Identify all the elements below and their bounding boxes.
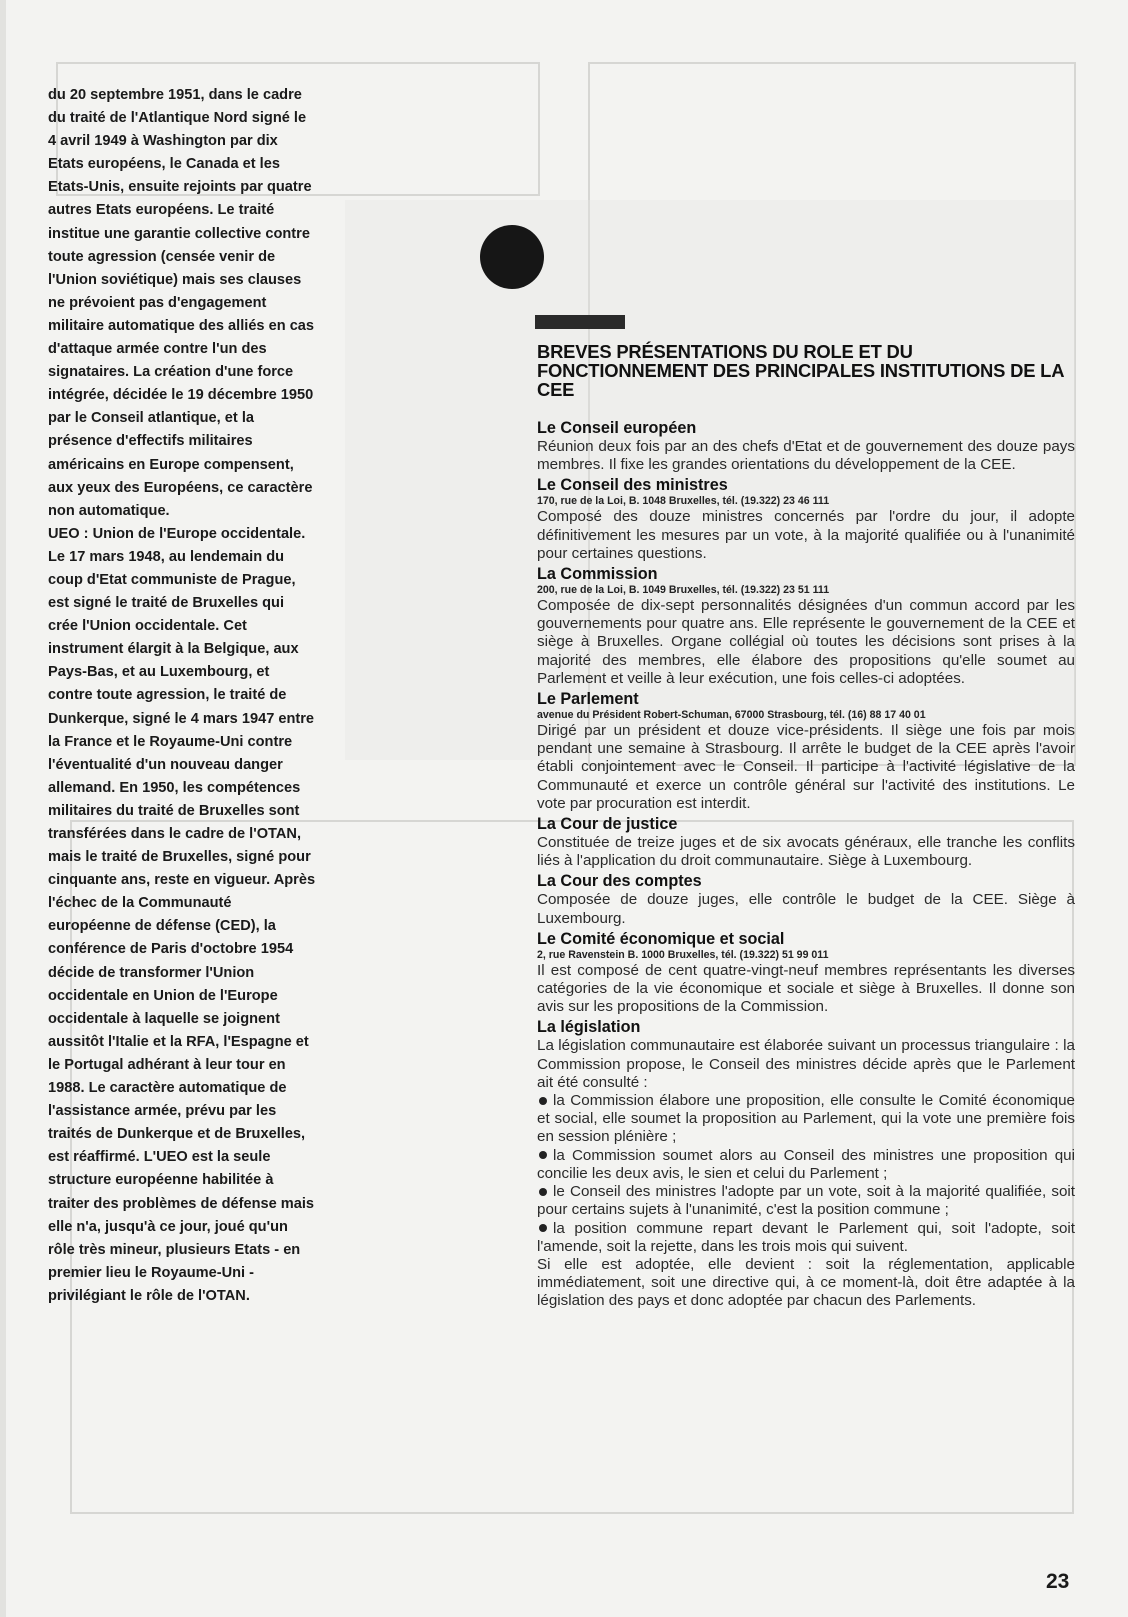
legislation-heading: La législation (537, 1018, 641, 1037)
legislation-step: la Commission soumet alors au Conseil des ministres une proposition qui concilie les deux avis, le sien et celui du Parlement ; (537, 1146, 1075, 1182)
institution-name: La Cour de justice (537, 815, 678, 834)
institution-description: Il est composé de cent quatre-vingt-neuf membres représentants les diverses catégories de la vie économique et sociale et siège à Bruxelles. Il donne son avis sur les propositions de la Commission. (537, 961, 1075, 1016)
institution-address: 170, rue de la Loi, B. 1048 Bruxelles, tél. (19.322) 23 46 111 (537, 495, 830, 508)
institution-name: Le Parlement (537, 690, 639, 709)
ueo-text: Union de l'Europe occidentale. Le 17 mars 1948, au lendemain du coup d'Etat communiste de Prague, est signé le traité de Bruxelles qui crée l'Union occidentale. Cet instrument élargit à la Belgique, aux Pays-Bas, et au Luxembourg, et contre toute agression, le traité de Dunkerque, signé le 4 mars 1947 entre la France et le Royaume-Uni contre l'éventualité d'un nouveau danger allemand. En 1950, les compétences militaires du traité de Bruxelles sont transférées dans le cadre de l'OTAN, mais le traité de Bruxelles, signé pour cinquante ans, reste en vigueur. Après l'échec de la Communauté européenne de défense (CED), la conférence de Paris d'octobre 1954 décide de transformer l'Union occidentale en Union de l'Europe occidentale à laquelle se joignent aussitôt l'Italie et la RFA, l'Espagne et le Portugal adhérant à leur tour en 1988. Le caractère automatique de l'assistance armée, prévu par les traités de Dunkerque et de Bruxelles, est réaffirmé. L'UEO est la seule structure européenne habilitée à traiter des problèmes de défense mais elle n'a, jusqu'à ce jour, joué qu'un rôle très mineur, plusieurs Etats - en premier lieu le Royaume-Uni - privilégiant le rôle de l'OTAN. (48, 525, 316, 1304)
institution-address: avenue du Président Robert-Schuman, 67000 Strasbourg, tél. (16) 88 17 40 01 (537, 709, 926, 722)
institution-description: Constituée de treize juges et de six avocats généraux, elle tranche les conflits liés à l'application du droit communautaire. Siège à Luxembourg. (537, 834, 1075, 870)
decorative-dot (480, 225, 544, 289)
ueo-paragraph (48, 523, 316, 1308)
institution-name: La Cour des comptes (537, 872, 702, 891)
bullet-icon (539, 1188, 547, 1196)
left-column-text (48, 84, 316, 1308)
section-title: BREVES PRÉSENTATIONS DU ROLE ET DU FONCTIONNEMENT DES PRINCIPALES INSTITUTIONS DE LA CEE (537, 341, 1064, 400)
bullet-icon (539, 1151, 547, 1159)
institution-cour-justice (537, 815, 1075, 870)
institution-name: Le Conseil des ministres (537, 476, 728, 495)
institutions-section (537, 342, 1075, 1311)
legislation-conclusion: Si elle est adoptée, elle devient : soit la réglementation, applicable immédiatement, soit une directive qui, à ce moment-là, doit être adaptée à la législation des pays et donc adoptée par chacun des Parlements. (537, 1255, 1075, 1310)
legislation-intro: La législation communautaire est élaborée suivant un processus triangulaire : la Commission propose, le Conseil des ministres décide après que le Parlement ait été consulté : (537, 1037, 1075, 1091)
institution-description: Composée de douze juges, elle contrôle le budget de la CEE. Siège à Luxembourg. (537, 891, 1075, 927)
institution-comite-economique (537, 930, 1075, 1017)
legislation-steps (537, 1092, 1075, 1256)
legislation-block (537, 1018, 1075, 1310)
institution-conseil-ministres (537, 476, 1075, 563)
legislation-step: la position commune repart devant le Parlement qui, soit l'adopte, soit l'amende, soit la rejette, dans les trois mois qui suivent. (537, 1219, 1075, 1255)
institution-address: 2, rue Ravenstein B. 1000 Bruxelles, tél. (19.322) 51 99 011 (537, 948, 829, 961)
page-binding-shadow (0, 0, 6, 1617)
otan-paragraph: du 20 septembre 1951, dans le cadre du traité de l'Atlantique Nord signé le 4 avril 1949 à Washington par dix Etats européens, le Canada et les Etats-Unis, ensuite rejoints par quatre autres Etats européens. Le traité institue une garantie collective contre toute agression (censée venir de l'Union soviétique) mais ses clauses ne prévoient pas d'engagement militaire automatique des alliés en cas d'attaque armée contre l'un des signataires. La création d'une force intégrée, décidée le 19 décembre 1950 par le Conseil atlantique, et la présence d'effectifs militaires américains en Europe compensent, aux yeux des Européens, ce caractère non automatique. (48, 87, 315, 519)
institution-name: La Commission (537, 565, 658, 584)
bullet-icon (539, 1224, 547, 1232)
legislation-step: la Commission élabore une proposition, elle consulte le Comité économique et social, elle soumet la proposition au Parlement, qui la vote une première fois en session plénière ; (537, 1092, 1075, 1146)
institution-description: Composé des douze ministres concernés par l'ordre du jour, il adopte définitivement les mesures par un vote, à la majorité qualifiée ou à l'unanimité pour certaines questions. (537, 508, 1075, 562)
institution-description: Réunion deux fois par an des chefs d'Etat et de gouvernement des douze pays membres. Il fixe les grandes orientations du développement de la CEE. (537, 438, 1075, 474)
institution-parlement (537, 690, 1075, 813)
institution-description: Composée de dix-sept personnalités désignées d'un commun accord par les gouvernements pour quatre ans. Elle représente le gouvernement de la CEE et siège à Bruxelles. Organe collégial où toutes les décisions sont prises à la majorité des membres, elle élabore des propositions qu'elle soumet au Parlement et veille à leur exécution, une fois celles-ci adoptées. (537, 597, 1075, 687)
ueo-term: UEO : (48, 525, 89, 542)
decorative-bar (535, 315, 625, 329)
institution-name: Le Conseil européen (537, 419, 697, 437)
institution-address: 200, rue de la Loi, B. 1049 Bruxelles, tél. (19.322) 23 51 111 (537, 584, 830, 597)
institution-cour-comptes (537, 872, 1075, 927)
institution-commission (537, 565, 1075, 688)
page-number: 23 (1046, 1570, 1070, 1593)
legislation-step: le Conseil des ministres l'adopte par un vote, soit à la majorité qualifiée, soit pour certains sujets à l'unanimité, c'est la position commune ; (537, 1183, 1075, 1219)
institution-name: Le Comité économique et social (537, 929, 785, 948)
bullet-icon (539, 1097, 547, 1105)
institution-conseil-europeen (537, 419, 1075, 474)
institution-description: Dirigé par un président et douze vice-présidents. Il siège une fois par mois pendant une semaine à Strasbourg. Il arrête le budget de la CEE après l'avoir établi conjointement avec le Conseil. Il participe à l'activité législative de la Communauté et exerce un contrôle général sur l'activité des institutions. Le vote par procuration est interdit. (537, 722, 1075, 812)
